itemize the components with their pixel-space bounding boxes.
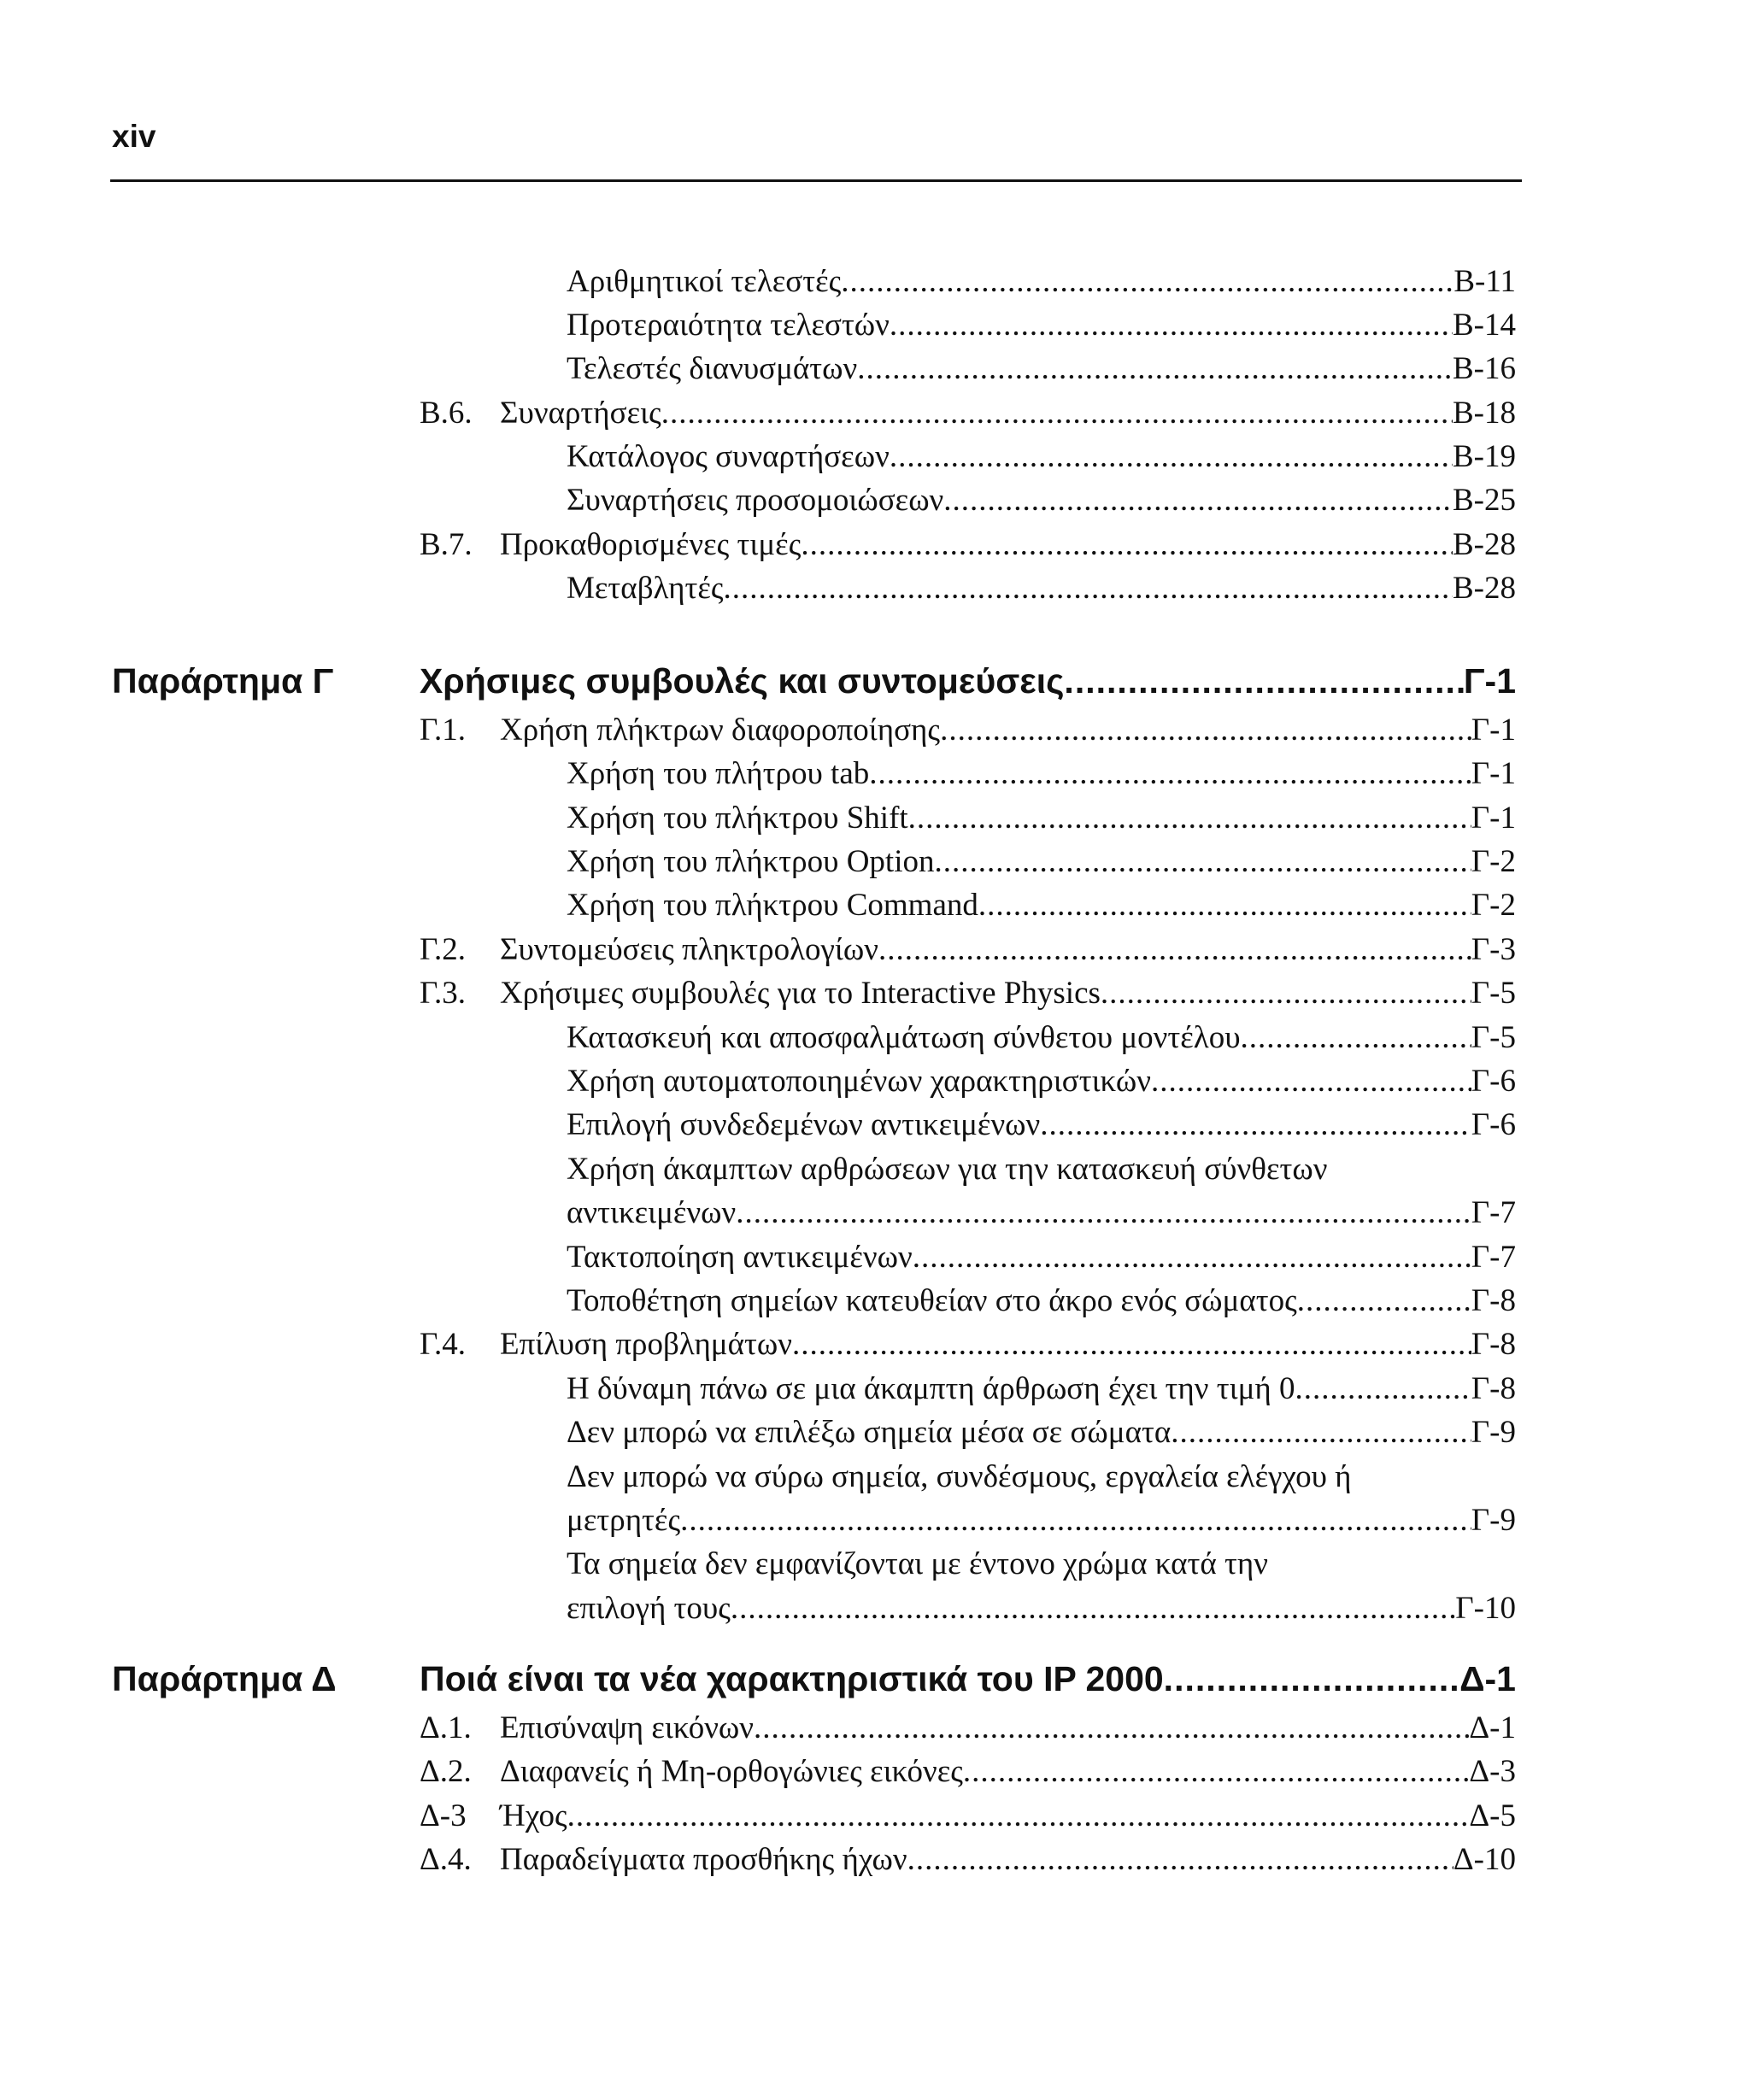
toc-entry-title: Τοποθέτηση σημείων κατευθείαν στο άκρο ενός σώματος — [567, 1283, 1297, 1318]
toc-entry — [500, 971, 1516, 1016]
toc-entry — [567, 1279, 1516, 1323]
dot-leader — [943, 478, 1453, 523]
toc-entry — [500, 708, 1516, 753]
toc-entry — [500, 391, 1516, 436]
dot-leader — [1171, 1411, 1471, 1455]
appendix-heading — [420, 1655, 1516, 1703]
toc-entry-title: Διαφανείς ή Μη-ορθογώνιες εικόνες — [500, 1754, 963, 1789]
toc-entry — [567, 260, 1516, 304]
toc-entry-page: Γ-10 — [1455, 1591, 1516, 1626]
toc-entry-page: B-28 — [1453, 571, 1516, 606]
dot-leader — [724, 566, 1453, 611]
toc-entry — [500, 1323, 1516, 1367]
toc-entry-page: Δ-5 — [1469, 1798, 1516, 1833]
appendix-title: Χρήσιμες συμβουλές και συντομεύσεις — [420, 661, 1065, 701]
appendix-page: Δ-1 — [1459, 1659, 1516, 1698]
toc-entry-title: Αριθμητικοί τελεστές — [567, 264, 842, 299]
toc-entry-title: αντικειμένων — [567, 1195, 737, 1230]
toc-entry-title: Τακτοποίηση αντικειμένων — [567, 1240, 913, 1275]
toc-entry — [567, 1367, 1516, 1411]
toc-entry-title: Συναρτήσεις — [500, 396, 661, 431]
toc-entry-title-line1: Τα σημεία δεν εμφανίζονται με έντονο χρώμα κατά την — [567, 1546, 1268, 1581]
toc-entry — [567, 883, 1516, 928]
dot-leader — [978, 883, 1471, 928]
dot-leader — [736, 1191, 1471, 1235]
toc-entry-page: Γ-6 — [1471, 1107, 1516, 1142]
toc-entry-page: B-14 — [1453, 308, 1516, 343]
toc-entry-title: Συντομεύσεις πληκτρολογίων — [500, 932, 878, 967]
dot-leader — [1241, 1016, 1471, 1060]
dot-leader — [680, 1499, 1471, 1543]
dot-leader — [567, 1794, 1470, 1839]
dot-leader — [754, 1706, 1469, 1751]
toc-entry-page: Γ-1 — [1471, 713, 1516, 748]
dot-leader — [890, 435, 1453, 479]
toc-entry-page: B-18 — [1453, 396, 1516, 431]
toc-entry — [567, 1499, 1516, 1543]
dot-leader — [935, 840, 1471, 884]
toc-entry — [567, 566, 1516, 611]
toc-entry — [567, 1235, 1516, 1280]
toc-entry — [567, 796, 1516, 841]
toc-entry — [567, 1587, 1516, 1631]
toc-entry-title: Συναρτήσεις προσομοιώσεων — [567, 483, 944, 518]
dot-leader — [841, 260, 1453, 304]
appendix-heading — [420, 657, 1516, 705]
toc-entry-page: Γ-7 — [1471, 1195, 1516, 1230]
toc-entry — [500, 1838, 1516, 1882]
toc-entry-title: Χρήσιμες συμβουλές για το Interactive Physics — [500, 976, 1101, 1011]
dot-leader — [1064, 657, 1463, 705]
toc-entry-title: Κατασκευή και αποσφαλμάτωση σύνθετου μοντέλου — [567, 1020, 1241, 1055]
toc-entry — [567, 1191, 1516, 1235]
section-number: B.7. — [420, 527, 473, 562]
toc-entry-page: Γ-5 — [1471, 1020, 1516, 1055]
toc-entry-title-line1: Δεν μπορώ να σύρω σημεία, συνδέσμους, εργαλεία ελέγχου ή — [567, 1459, 1352, 1494]
dot-leader — [908, 796, 1471, 841]
toc-entry-page: Γ-2 — [1471, 888, 1516, 923]
toc-entry-title: Χρήση αυτοματοποιημένων χαρακτηριστικών — [567, 1064, 1151, 1099]
toc-entry-page: Γ-9 — [1471, 1415, 1516, 1450]
toc-entry-page: Γ-5 — [1471, 976, 1516, 1011]
toc-entry — [567, 840, 1516, 884]
toc-entry-title: Χρήση του πλήτρου tab — [567, 756, 870, 791]
toc-entry — [500, 1794, 1516, 1839]
toc-entry — [567, 347, 1516, 391]
toc-entry-title: Επισύναψη εικόνων — [500, 1710, 755, 1745]
dot-leader — [878, 928, 1471, 972]
toc-entry — [567, 752, 1516, 796]
toc-entry-page: B-11 — [1453, 264, 1516, 299]
toc-entry-page: B-19 — [1453, 439, 1516, 474]
dot-leader — [940, 708, 1471, 753]
page-number: xiv — [112, 119, 156, 154]
toc-entry — [500, 1750, 1516, 1794]
toc-entry-title: Παραδείγματα προσθήκης ήχων — [500, 1842, 907, 1877]
dot-leader — [857, 347, 1453, 391]
toc-entry-page: B-25 — [1453, 483, 1516, 518]
appendix-label: Παράρτημα Γ — [112, 661, 334, 701]
dot-leader — [1040, 1103, 1471, 1147]
toc-entry-page: Γ-3 — [1471, 932, 1516, 967]
toc-entry-page: Γ-8 — [1471, 1283, 1516, 1318]
section-number: Δ.4. — [420, 1842, 472, 1877]
toc-entry-title: Δεν μπορώ να επιλέξω σημεία μέσα σε σώματα — [567, 1415, 1172, 1450]
toc-entry-page: Γ-6 — [1471, 1064, 1516, 1099]
toc-entry-page: Γ-7 — [1471, 1240, 1516, 1275]
toc-entry — [500, 523, 1516, 567]
toc-entry-title-line1: Χρήση άκαμπτων αρθρώσεων για την κατασκευή σύνθετων — [567, 1152, 1328, 1187]
toc-entry-title: Χρήση του πλήκτρου Command — [567, 888, 978, 923]
toc-entry — [567, 303, 1516, 348]
toc-entry — [567, 1411, 1516, 1455]
dot-leader — [1164, 1655, 1459, 1703]
dot-leader — [1151, 1059, 1471, 1104]
dot-leader — [792, 1323, 1471, 1367]
toc-entry — [500, 1706, 1516, 1751]
dot-leader — [907, 1838, 1453, 1882]
dot-leader — [801, 523, 1453, 567]
toc-entry-page: B-28 — [1453, 527, 1516, 562]
section-number: Γ.4. — [420, 1327, 466, 1362]
toc-entry-page: Γ-2 — [1471, 844, 1516, 879]
dot-leader — [869, 752, 1471, 796]
toc-entry-title: Ήχος — [500, 1798, 567, 1833]
toc-entry-page: Γ-8 — [1471, 1327, 1516, 1362]
dot-leader — [1101, 971, 1471, 1016]
dot-leader — [890, 303, 1453, 348]
toc-entry-title: Κατάλογος συναρτήσεων — [567, 439, 890, 474]
dot-leader — [963, 1750, 1469, 1794]
dot-leader — [661, 391, 1453, 436]
appendix-title: Ποιά είναι τα νέα χαρακτηριστικά του IP 2000 — [420, 1659, 1164, 1698]
toc-entry — [567, 1059, 1516, 1104]
dot-leader — [731, 1587, 1455, 1631]
toc-entry-title: επιλογή τους — [567, 1591, 731, 1626]
toc-entry-title: Προτεραιότητα τελεστών — [567, 308, 890, 343]
toc-entry-title: Προκαθορισμένες τιμές — [500, 527, 802, 562]
toc-entry — [567, 435, 1516, 479]
dot-leader — [913, 1235, 1471, 1280]
toc-entry-title: Επιλογή συνδεδεμένων αντικειμένων — [567, 1107, 1041, 1142]
toc-entry — [567, 1016, 1516, 1060]
toc-entry-title: μετρητές — [567, 1503, 681, 1538]
appendix-label: Παράρτημα Δ — [112, 1659, 337, 1698]
toc-entry-page: Δ-10 — [1453, 1842, 1516, 1877]
toc-entry-page: Γ-1 — [1471, 756, 1516, 791]
toc-entry-title: Μεταβλητές — [567, 571, 724, 606]
toc-entry-title: Χρήση πλήκτρων διαφοροποίησης — [500, 713, 941, 748]
section-number: Δ.1. — [420, 1710, 472, 1745]
toc-entry-title: Τελεστές διανυσμάτων — [567, 351, 858, 386]
section-number: Δ-3 — [420, 1798, 467, 1833]
dot-leader — [1295, 1367, 1471, 1411]
toc-entry-page: Γ-1 — [1471, 801, 1516, 836]
section-number: B.6. — [420, 396, 473, 431]
toc-entry-page: Γ-9 — [1471, 1503, 1516, 1538]
header-rule — [110, 179, 1522, 182]
toc-entry-page: Γ-8 — [1471, 1371, 1516, 1406]
toc-entry — [567, 1103, 1516, 1147]
dot-leader — [1297, 1279, 1471, 1323]
toc-entry-page: B-16 — [1453, 351, 1516, 386]
section-number: Δ.2. — [420, 1754, 472, 1789]
toc-entry — [567, 478, 1516, 523]
section-number: Γ.2. — [420, 932, 466, 967]
section-number: Γ.3. — [420, 976, 466, 1011]
toc-entry-title: Επίλυση προβλημάτων — [500, 1327, 792, 1362]
toc-entry-title: Χρήση του πλήκτρου Shift — [567, 801, 908, 836]
toc-entry-title: Χρήση του πλήκτρου Option — [567, 844, 935, 879]
section-number: Γ.1. — [420, 713, 466, 748]
appendix-page: Γ-1 — [1463, 661, 1516, 701]
toc-entry-title: Η δύναμη πάνω σε μια άκαμπτη άρθρωση έχει την τιμή 0 — [567, 1371, 1295, 1406]
toc-entry — [500, 928, 1516, 972]
toc-entry-page: Δ-1 — [1469, 1710, 1516, 1745]
toc-entry-page: Δ-3 — [1469, 1754, 1516, 1789]
